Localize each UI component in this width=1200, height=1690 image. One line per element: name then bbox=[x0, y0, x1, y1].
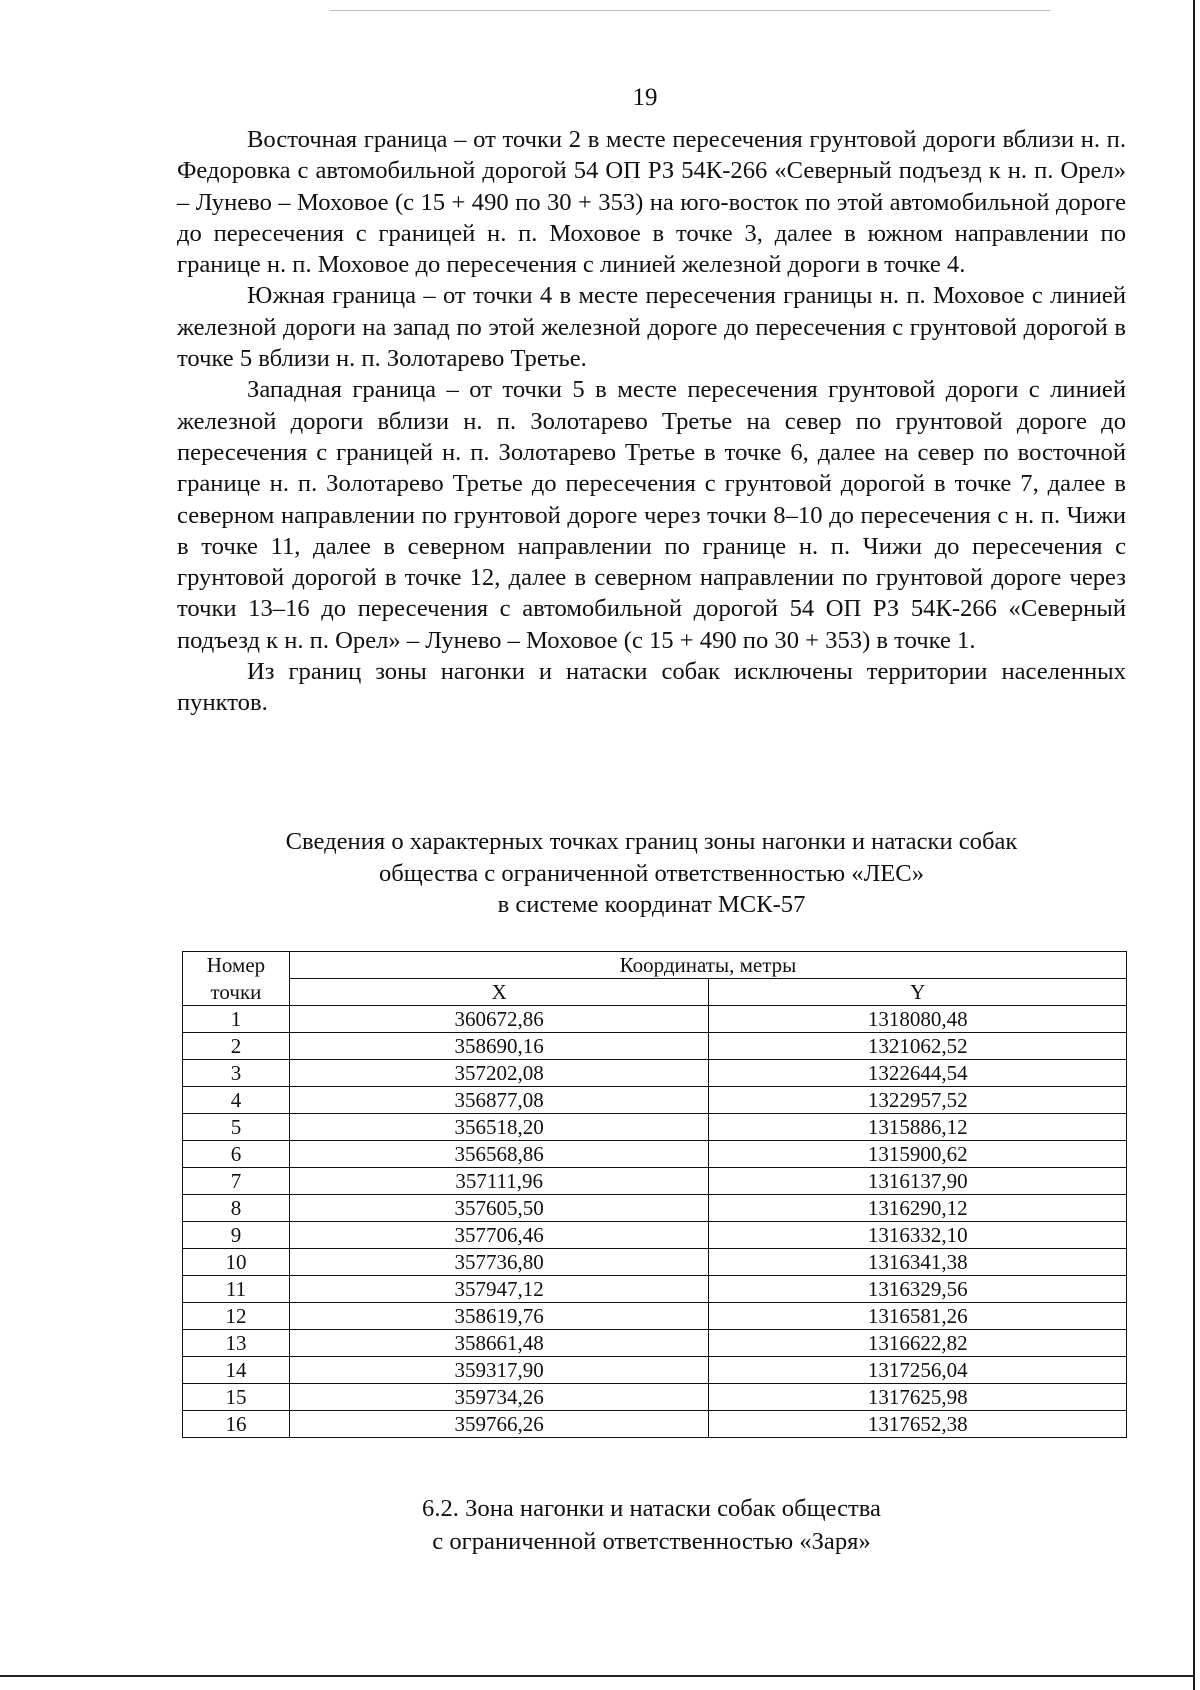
cell-point-number: 13 bbox=[183, 1330, 290, 1357]
cell-y: 1317256,04 bbox=[709, 1357, 1127, 1384]
caption-line-1: Сведения о характерных точках границ зоны нагонки и натаски собак bbox=[285, 828, 1018, 855]
cell-x: 357947,12 bbox=[289, 1276, 709, 1303]
cell-x: 356877,08 bbox=[289, 1087, 709, 1114]
paragraph-west-border: Западная граница – от точки 5 в месте пересечения грунтовой дороги с линией железной дороги вблизи н. п. Золотарево Третье на север по грунтовой дороге до пересечения с границей н. п. Золотарево Третье в точке 6, далее на север по восточной границе н. п. Золотарево Третье до пересечения с грунтовой дорогой в точке 7, далее в северном направлении по грунтовой дороге через точки 8–10 до пересечения с н. п. Чижи в точке 11, далее в северном направлении по границе н. п. Чижи до пересечения с грунтовой дорогой в точке 12, далее в северном направлении по грунтовой дороге через точки 13–16 до пересечения с автомобильной дорогой 54 ОП РЗ 54К-266 «Северный подъезд к н. п. Орел» – Лунево – Моховое (с 15 + 490 по 30 + 353) в точке 1. bbox=[177, 376, 1126, 654]
cell-x: 357706,46 bbox=[289, 1222, 709, 1249]
cell-x: 356568,86 bbox=[289, 1141, 709, 1168]
cell-point-number: 1 bbox=[183, 1006, 290, 1033]
cell-y: 1316290,12 bbox=[709, 1195, 1127, 1222]
page-number: 19 bbox=[632, 84, 658, 111]
cell-point-number: 16 bbox=[183, 1411, 290, 1438]
cell-point-number: 3 bbox=[183, 1060, 290, 1087]
cell-point-number: 5 bbox=[183, 1114, 290, 1141]
cell-y: 1321062,52 bbox=[709, 1033, 1127, 1060]
cell-point-number: 15 bbox=[183, 1384, 290, 1411]
table-row bbox=[183, 1357, 1127, 1384]
table-row bbox=[183, 1303, 1127, 1330]
paragraph-south-border: Южная граница – от точки 4 в месте пересечения границы н. п. Моховое с линией железной дороги на запад по этой железной дороге до пересечения с грунтовой дорогой в точке 5 вблизи н. п. Золотарево Третье. bbox=[177, 282, 1126, 373]
table-row bbox=[183, 1222, 1127, 1249]
cell-y: 1316622,82 bbox=[709, 1330, 1127, 1357]
cell-x: 358619,76 bbox=[289, 1303, 709, 1330]
table-row bbox=[183, 1141, 1127, 1168]
cell-y: 1316332,10 bbox=[709, 1222, 1127, 1249]
cell-x: 359317,90 bbox=[289, 1357, 709, 1384]
cell-x: 357736,80 bbox=[289, 1249, 709, 1276]
header-y: Y bbox=[709, 979, 1127, 1006]
header-coordinates: Координаты, метры bbox=[289, 952, 1126, 979]
table-row bbox=[183, 1330, 1127, 1357]
cell-point-number: 8 bbox=[183, 1195, 290, 1222]
cell-x: 359734,26 bbox=[289, 1384, 709, 1411]
caption-line-3: в системе координат МСК-57 bbox=[497, 891, 806, 918]
table-row bbox=[183, 1168, 1127, 1195]
cell-point-number: 2 bbox=[183, 1033, 290, 1060]
cell-y: 1315900,62 bbox=[709, 1141, 1127, 1168]
header-x: X bbox=[289, 979, 709, 1006]
cell-x: 358661,48 bbox=[289, 1330, 709, 1357]
cell-y: 1316581,26 bbox=[709, 1303, 1127, 1330]
cell-x: 356518,20 bbox=[289, 1114, 709, 1141]
section-title bbox=[177, 1492, 1126, 1558]
cell-y: 1316329,56 bbox=[709, 1276, 1127, 1303]
section-title-line-2: с ограниченной ответственностью «Заря» bbox=[432, 1528, 871, 1555]
paragraph-exclusions: Из границ зоны нагонки и натаски собак исключены территории населенных пунктов. bbox=[177, 658, 1126, 717]
table-row bbox=[183, 1195, 1127, 1222]
table-row bbox=[183, 1411, 1127, 1438]
table-subheader-row bbox=[183, 979, 1127, 1006]
paragraph-east-border: Восточная граница – от точки 2 в месте пересечения грунтовой дороги вблизи н. п. Федоровка с автомобильной дорогой 54 ОП РЗ 54К-266 «Северный подъезд к н. п. Орел» – Лунево – Моховое (с 15 + 490 по 30 + 353) на юго-восток по этой автомобильной дороге до пересечения с границей н. п. Моховое в точке 3, далее в южном направлении по границе н. п. Моховое до пересечения с линией железной дороги в точке 4. bbox=[177, 126, 1126, 279]
cell-y: 1317652,38 bbox=[709, 1411, 1127, 1438]
table-row bbox=[183, 1114, 1127, 1141]
scan-edge-right bbox=[1193, 0, 1195, 1690]
table-row bbox=[183, 1249, 1127, 1276]
cell-y: 1322957,52 bbox=[709, 1087, 1127, 1114]
header-point-number-line1: Номер bbox=[206, 953, 266, 978]
cell-y: 1322644,54 bbox=[709, 1060, 1127, 1087]
cell-x: 359766,26 bbox=[289, 1411, 709, 1438]
header-point-number bbox=[183, 952, 290, 979]
cell-point-number: 14 bbox=[183, 1357, 290, 1384]
cell-point-number: 4 bbox=[183, 1087, 290, 1114]
cell-point-number: 7 bbox=[183, 1168, 290, 1195]
caption-line-2: общества с ограниченной ответственностью «ЛЕС» bbox=[378, 859, 925, 887]
body-text bbox=[177, 124, 1126, 719]
scan-edge-bottom bbox=[0, 1675, 1195, 1677]
cell-point-number: 6 bbox=[183, 1141, 290, 1168]
table-caption bbox=[177, 826, 1126, 921]
cell-point-number: 10 bbox=[183, 1249, 290, 1276]
table-row bbox=[183, 1384, 1127, 1411]
cell-y: 1318080,48 bbox=[709, 1006, 1127, 1033]
cell-x: 357111,96 bbox=[289, 1168, 709, 1195]
table-row bbox=[183, 1033, 1127, 1060]
cell-point-number: 9 bbox=[183, 1222, 290, 1249]
coordinates-table bbox=[182, 951, 1127, 1438]
header-point-number-cont bbox=[183, 979, 290, 1006]
scan-edge-top bbox=[330, 10, 1050, 11]
table-row bbox=[183, 1060, 1127, 1087]
cell-x: 360672,86 bbox=[289, 1006, 709, 1033]
table-row bbox=[183, 1087, 1127, 1114]
table-header-row bbox=[183, 952, 1127, 979]
cell-y: 1315886,12 bbox=[709, 1114, 1127, 1141]
section-title-line-1: 6.2. Зона нагонки и натаски собак общества bbox=[422, 1495, 881, 1522]
cell-y: 1316137,90 bbox=[709, 1168, 1127, 1195]
cell-point-number: 12 bbox=[183, 1303, 290, 1330]
cell-y: 1317625,98 bbox=[709, 1384, 1127, 1411]
coordinates-table-body bbox=[183, 1006, 1127, 1438]
cell-x: 357605,50 bbox=[289, 1195, 709, 1222]
cell-y: 1316341,38 bbox=[709, 1249, 1127, 1276]
cell-x: 358690,16 bbox=[289, 1033, 709, 1060]
table-row bbox=[183, 1006, 1127, 1033]
cell-point-number: 11 bbox=[183, 1276, 290, 1303]
table-row bbox=[183, 1276, 1127, 1303]
cell-x: 357202,08 bbox=[289, 1060, 709, 1087]
header-point-number-line2: точки bbox=[210, 979, 262, 1004]
